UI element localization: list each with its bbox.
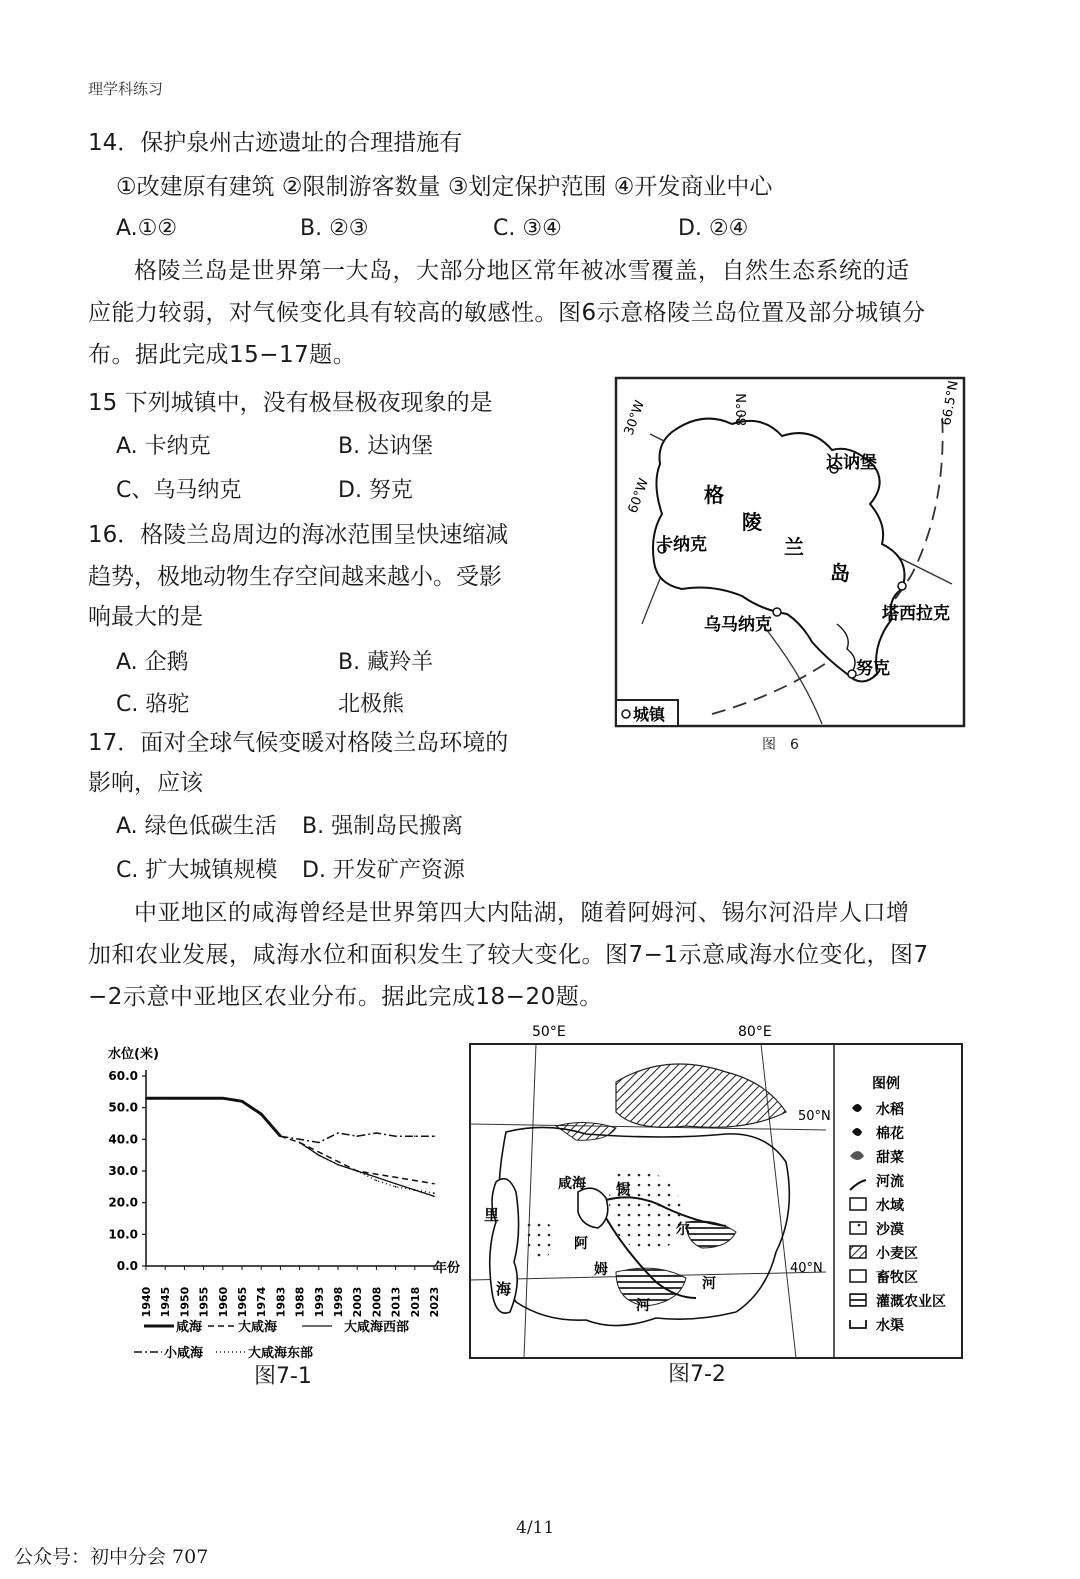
label-50e: 50°E [532,1024,566,1040]
chart-point [395,1177,397,1179]
town-label-danaborg: 达讷堡 [826,453,877,473]
chart-x-tick-label: 2018 [408,1286,422,1318]
chart-point [299,1139,301,1141]
chart-x-tick-label: 1974 [255,1286,269,1318]
chart-series-line-0 [146,1098,280,1136]
town-label-nuuk: 努克 [856,659,890,679]
chart-point [318,1151,320,1153]
legend-label-large-west: 大咸海西部 [344,1320,410,1335]
label-66-5n: 66.5°N [939,379,962,427]
chart-point [376,1180,378,1182]
island-char-1: 格 [704,483,724,507]
chart-x-tick-label: 2013 [389,1286,403,1318]
town-label-tasiilaq: 塔西拉克 [882,604,950,624]
legend-label-large-east: 大咸海东部 [248,1346,314,1361]
chart-point [414,1189,416,1191]
town-marker-uummannaq [773,608,781,616]
question-15-stem: 15 下列城镇中，没有极昼极夜现象的是 [88,390,493,416]
chart-point [299,1142,301,1144]
town-label-qaanaaq: 卡纳克 [656,535,707,555]
figure-6-caption: 图 6 [762,737,799,753]
label-80e: 80°E [738,1024,772,1040]
chart-x-tick-label: 2003 [351,1286,365,1318]
chart-series-line-3 [280,1133,434,1143]
legend-icon-irrigation [850,1294,866,1306]
legend-title: 图例 [872,1076,900,1092]
label-30w: 30°W [621,398,649,438]
question-16-option-c: C. 骆驼 [116,692,190,717]
chart-y-tick-label: 30.0 [108,1164,138,1178]
chart-point [414,1180,416,1182]
legend-label-pasture: 畜牧区 [876,1270,918,1286]
aral-sea-water-level-chart [88,1040,478,1392]
label-xi: 锡 [616,1182,630,1198]
chart-x-tick-label: 1983 [274,1286,288,1318]
chart-point [318,1142,320,1144]
chart-series-line-2 [300,1143,434,1197]
chart-point [395,1186,397,1188]
legend-label-desert: 沙漠 [876,1222,904,1238]
island-char-4: 岛 [830,561,850,585]
question-16-option-a: A. 企鹅 [116,650,189,675]
chart-point [241,1101,243,1103]
legend-label-wheat: 小麦区 [876,1246,918,1262]
chart-series-line-1 [280,1136,434,1184]
chart-y-label: 水位(米) [108,1047,159,1062]
label-80n: 80°N [735,393,750,426]
chart-point [280,1135,282,1137]
label-er: 尔 [676,1222,690,1238]
question-15-option-d: D. 努克 [338,478,413,503]
question-17-option-c: C. 扩大城镇规模 [116,858,278,883]
chart-point [260,1113,262,1115]
question-14-option-b: B. ②③ [300,216,369,241]
chart-point [433,1135,435,1137]
chart-point [376,1132,378,1134]
question-14-option-a: A.①② [116,216,178,241]
footer-account: 公众号：初中分会 707 [14,1546,209,1568]
question-14-option-d: D. ②④ [678,216,749,241]
island-char-3: 兰 [784,535,804,559]
label-50n: 50°N [798,1109,831,1124]
chart-point [433,1192,435,1194]
label-hai: 海 [496,1280,512,1298]
chart-point [337,1164,339,1166]
legend-label-rice: 水稻 [876,1102,904,1118]
central-asia-map [466,1022,966,1362]
passage-1-line-3: 布。据此完成15−17题。 [88,342,357,368]
chart-point [337,1132,339,1134]
question-16-line-1: 16．格陵兰岛周边的海冰范围呈快速缩减 [88,522,509,548]
chart-x-tick-label: 1950 [178,1286,192,1318]
label-mu: 姆 [594,1262,608,1278]
question-15-option-b: B. 达讷堡 [338,434,434,459]
figure-7-2-caption: 图7-2 [668,1362,726,1387]
chart-x-tick-label: 1945 [159,1286,173,1318]
passage-1-line-2: 应能力较弱，对气候变化具有较高的敏感性。图6示意格陵兰岛位置及部分城镇分 [88,300,926,326]
island-char-2: 陵 [742,510,762,534]
legend-icon-desert [850,1222,866,1234]
chart-point [395,1135,397,1137]
question-16-option-b: B. 藏羚羊 [338,650,434,675]
legend-icon-pasture [850,1270,866,1282]
chart-x-label: 年份 [434,1261,461,1276]
legend-label-aral: 咸海 [176,1320,203,1335]
chart-point [203,1097,205,1099]
label-a: 阿 [574,1236,588,1252]
label-river-amu: 河 [636,1298,650,1314]
chart-y-tick-label: 50.0 [108,1100,138,1115]
question-17-option-d: D. 开发矿产资源 [302,858,465,883]
chart-point [376,1173,378,1175]
chart-x-tick-label: 2023 [428,1286,441,1318]
chart-x-tick-label: 1965 [236,1286,249,1318]
greenland-map-svg [612,374,968,730]
town-marker-nuuk [848,670,856,678]
question-16-line-3: 响最大的是 [88,604,203,630]
chart-x-tick-label: 1960 [216,1286,230,1318]
question-16-line-2: 趋势，极地动物生存空间越来越小。受影 [88,564,502,590]
passage-1-line-1: 格陵兰岛是世界第一大岛，大部分地区常年被冰雪覆盖，自然生态系统的适 [134,258,910,284]
question-17-option-b: B. 强制岛民搬离 [302,814,464,839]
chart-y-tick-label: 10.0 [108,1227,138,1242]
question-14-option-c: C. ③④ [493,216,562,241]
figure-7-1 [88,1040,478,1392]
chart-point [376,1177,378,1179]
legend-icon-wheat [850,1246,866,1258]
question-15-option-a: A. 卡纳克 [116,434,211,459]
label-aral-sea: 咸海 [558,1176,586,1192]
chart-x-tick-label: 1940 [140,1286,153,1318]
chart-point [145,1097,147,1099]
label-60w: 60°W [625,476,653,516]
legend-label-irrigation: 灌溉农业区 [876,1294,946,1310]
chart-point [164,1097,166,1099]
legend-label-small: 小咸海 [164,1346,204,1361]
legend-label-beet: 甜菜 [876,1150,904,1166]
page-header: 理学科练习 [88,80,164,98]
legend-label-water: 水域 [876,1198,904,1214]
legend-label-large: 大咸海 [238,1320,278,1335]
chart-point [433,1196,435,1198]
question-17-line-2: 影响，应该 [88,770,203,796]
chart-x-tick-label: 1998 [332,1286,345,1318]
greenland-map [612,374,968,730]
question-15-option-c: C、乌马纳克 [116,478,242,503]
chart-point [433,1183,435,1185]
chart-point [318,1154,320,1156]
label-40n: 40°N [790,1261,823,1276]
chart-point [337,1161,339,1163]
chart-point [184,1097,186,1099]
legend-label-river: 河流 [876,1174,904,1190]
chart-point [395,1183,397,1185]
chart-point [356,1170,358,1172]
question-17-option-a: A. 绿色低碳生活 [116,814,277,839]
central-asia-map-svg [466,1022,966,1362]
legend-icon-water [850,1198,866,1210]
chart-x-tick-label: 2008 [370,1286,384,1318]
chart-y-tick-label: 0.0 [116,1259,138,1273]
town-label-uummannaq: 乌马纳克 [704,615,772,635]
chart-x-tick-label: 1988 [293,1286,307,1318]
chart-x-tick-label: 1993 [312,1286,326,1318]
passage-2-line-3: −2示意中亚地区农业分布。据此完成18−20题。 [88,984,603,1010]
question-14-stem: 14．保护泉州古迹遗址的合理措施有 [88,130,463,156]
question-14-items: ①改建原有建筑 ②限制游客数量 ③划定保护范围 ④开发商业中心 [116,174,773,200]
chart-point [356,1135,358,1137]
chart-y-tick-label: 20.0 [108,1195,138,1210]
legend-town-label: 城镇 [633,705,666,724]
passage-2-line-1: 中亚地区的咸海曾经是世界第四大内陆湖，随着阿姆河、锡尔河沿岸人口增 [134,900,910,926]
chart-x-tick-label: 1955 [197,1286,211,1318]
chart-point [222,1097,224,1099]
label-river-syr: 河 [702,1276,716,1292]
town-marker-tasiilaq [898,582,906,590]
passage-2-line-2: 加和农业发展，咸海水位和面积发生了较大变化。图7−1示意咸海水位变化，图7 [88,942,929,968]
question-16-option-d: 北极熊 [338,692,405,717]
figure-7-1-caption: 图7-1 [254,1364,312,1389]
label-li: 里 [484,1206,500,1224]
legend-label-cotton: 棉花 [876,1126,904,1142]
chart-y-tick-label: 40.0 [108,1132,138,1147]
legend-label-canal: 水渠 [876,1318,904,1334]
question-17-line-1: 17．面对全球气候变暖对格陵兰岛环境的 [88,730,509,756]
chart-point [414,1135,416,1137]
legend-town-marker [622,710,630,718]
chart-y-tick-label: 60.0 [108,1069,138,1083]
chart-series-line-4 [300,1143,434,1194]
page-number: 4/11 [516,1518,555,1538]
